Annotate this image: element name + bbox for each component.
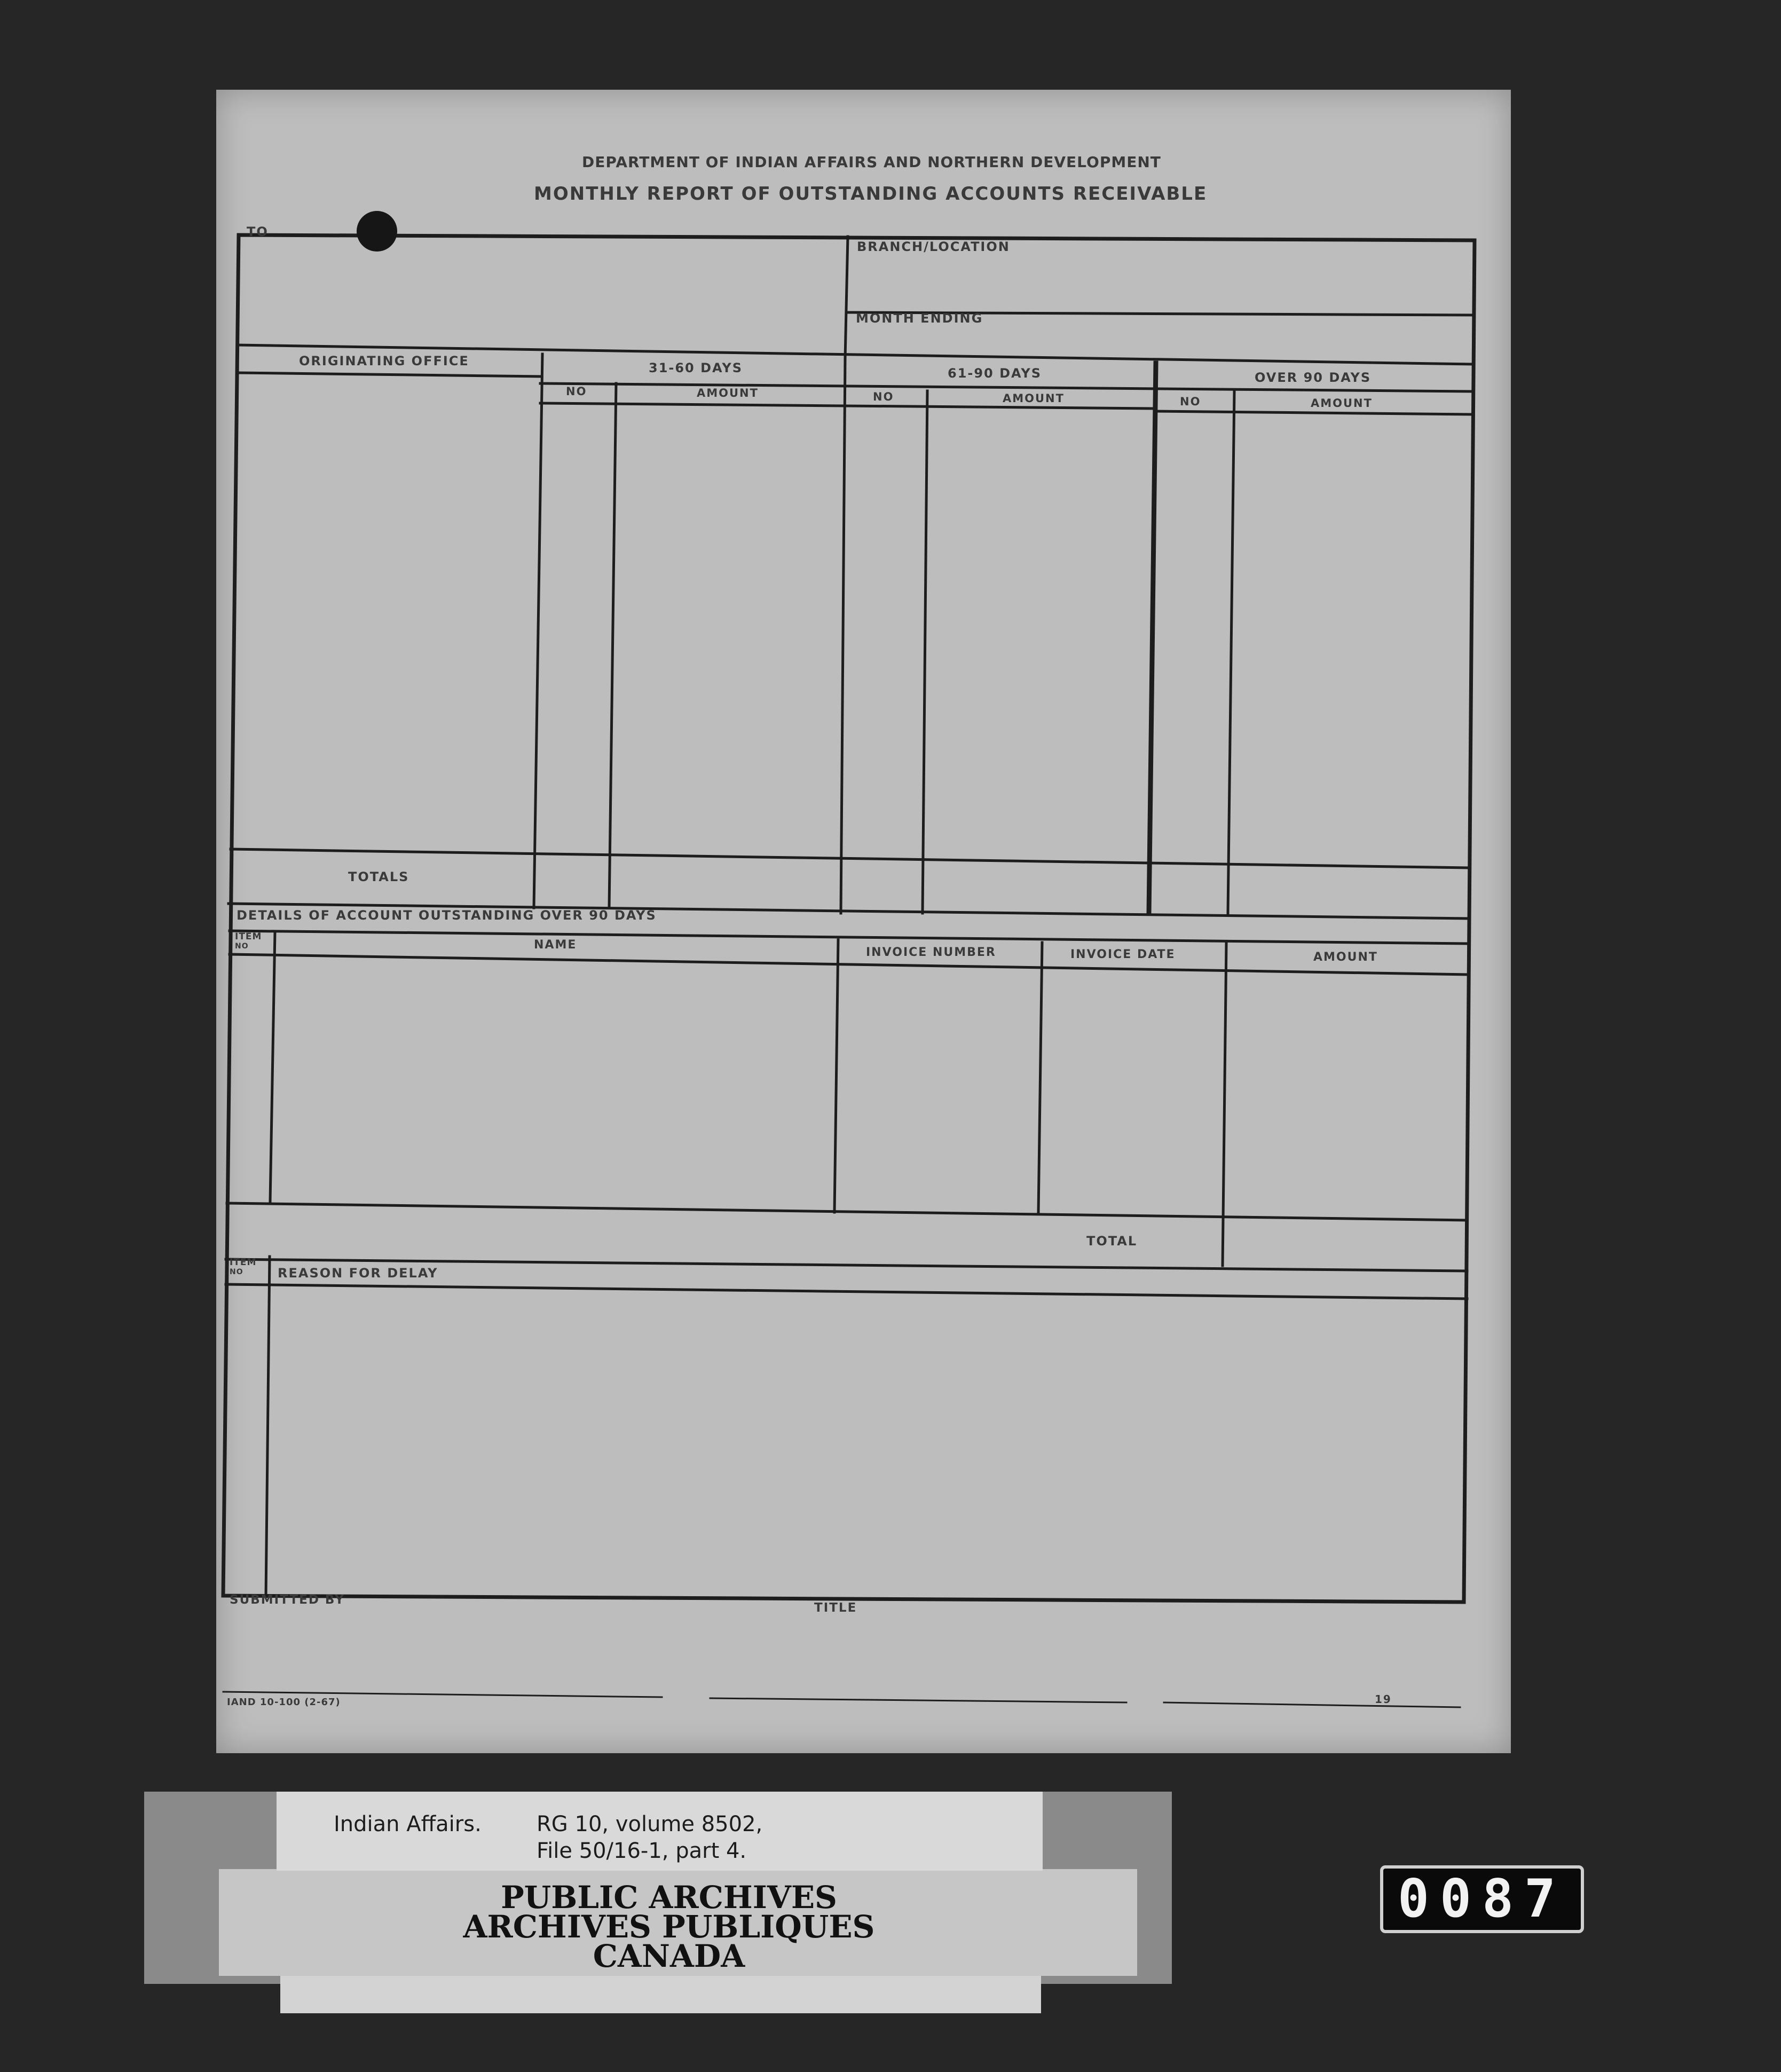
period-61-90-header: 61-90 DAYS [948, 366, 1042, 381]
archive-stamp-line1: PUBLIC ARCHIVES [501, 1879, 837, 1916]
totals-label: TOTALS [348, 869, 409, 884]
reason-item-label: ITEM NO [230, 1257, 257, 1276]
invoice-date-header: INVOICE DATE [1070, 948, 1176, 961]
archive-reference-line1: RG 10, volume 8502, [537, 1812, 763, 1836]
form-number: IAND 10-100 (2-67) [227, 1697, 341, 1708]
amount-header-61-90: AMOUNT [1003, 392, 1065, 405]
amount-header-31-60: AMOUNT [697, 387, 759, 399]
year-prefix: 19 [1375, 1693, 1392, 1706]
reason-for-delay-label: REASON FOR DELAY [278, 1266, 438, 1281]
no-header-61-90: NO [873, 390, 894, 403]
branch-location-label[interactable]: BRANCH/LOCATION [857, 239, 1010, 254]
to-field-label[interactable]: TO [247, 224, 269, 239]
originating-office-header: ORIGINATING OFFICE [299, 354, 469, 368]
archive-reference-line2: File 50/16-1, part 4. [537, 1839, 747, 1863]
amount-header-over-90: AMOUNT [1311, 397, 1373, 410]
details-total-label: TOTAL [1086, 1234, 1138, 1249]
details-item-label: ITEM NO [235, 931, 262, 951]
punch-hole [357, 211, 397, 252]
frame-number: 0087 [1380, 1865, 1584, 1933]
archive-stamp-line3: CANADA [593, 1938, 745, 1974]
archive-stamp-line2: ARCHIVES PUBLIQUES [463, 1909, 875, 1945]
title-label: TITLE [814, 1601, 857, 1615]
form-title: MONTHLY REPORT OF OUTSTANDING ACCOUNTS RECEIVABLE [534, 183, 1208, 205]
archive-department: Indian Affairs. [334, 1812, 482, 1836]
department-heading: DEPARTMENT OF INDIAN AFFAIRS AND NORTHERN DEVELOPMENT [582, 153, 1161, 171]
name-header: NAME [534, 938, 577, 952]
details-amount-header: AMOUNT [1313, 951, 1378, 964]
submitted-by-label: SUBMITTED BY [230, 1593, 345, 1607]
invoice-number-header: INVOICE NUMBER [866, 946, 996, 959]
no-header-over-90: NO [1180, 395, 1201, 408]
period-31-60-header: 31-60 DAYS [649, 360, 743, 375]
period-over-90-header: OVER 90 DAYS [1255, 370, 1372, 385]
no-header-31-60: NO [566, 385, 587, 398]
archive-slip-base [280, 1976, 1041, 2013]
details-heading: DETAILS OF ACCOUNT OUTSTANDING OVER 90 DAYS [237, 908, 657, 923]
month-ending-label[interactable]: MONTH ENDING [856, 311, 983, 326]
